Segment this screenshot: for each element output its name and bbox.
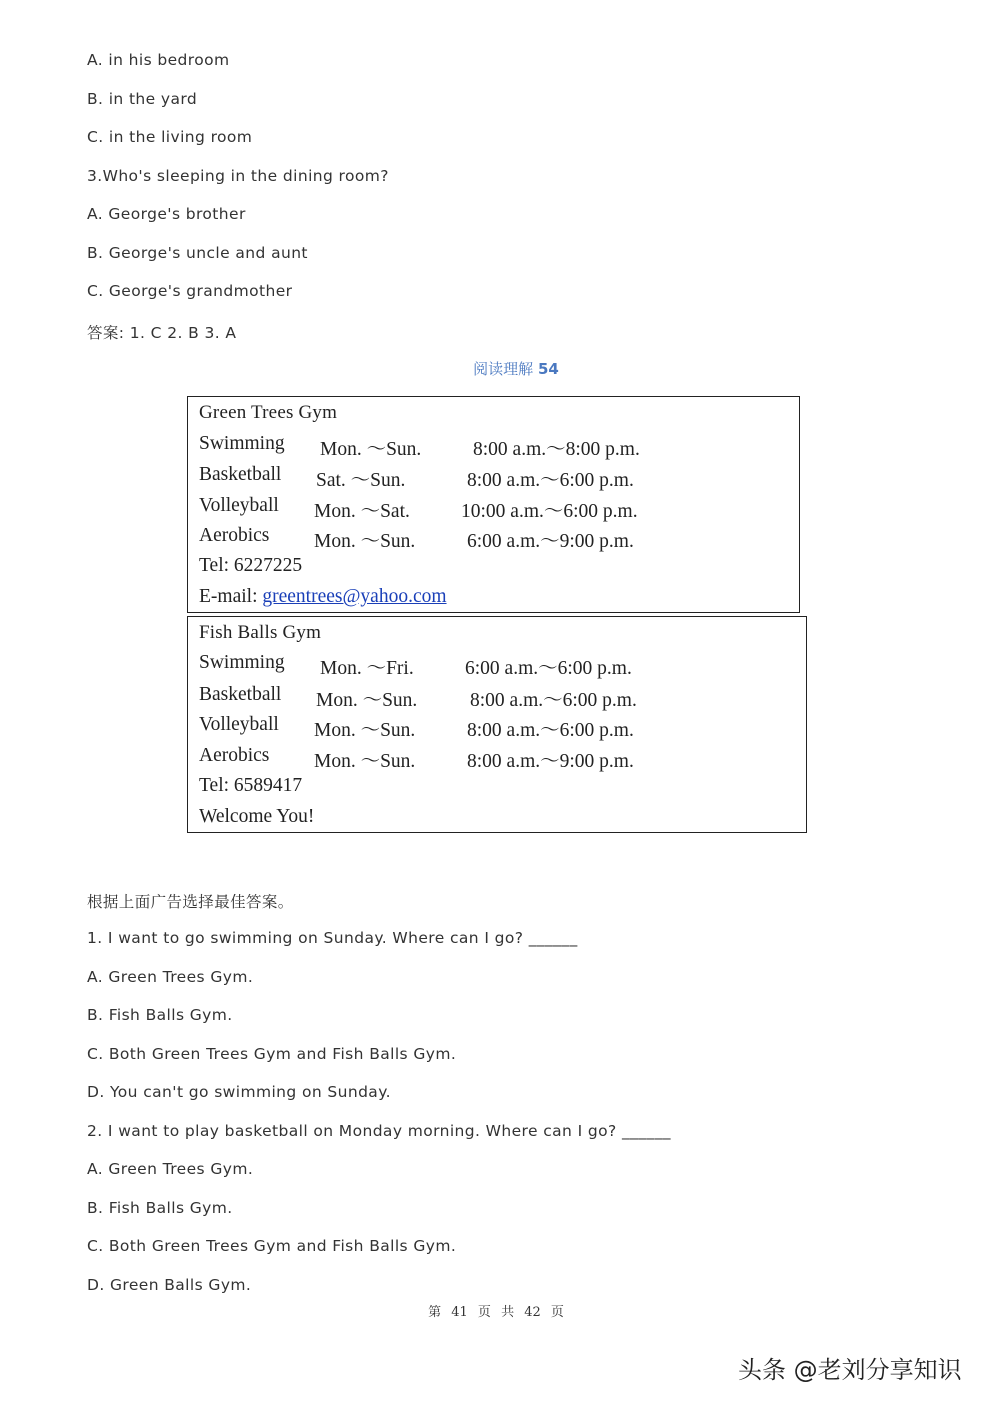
- gym-tel: Tel: 6227225: [199, 555, 303, 576]
- page-number-footer: 第 41 页 共 42 页: [428, 1305, 564, 1320]
- section-number: 54: [537, 360, 559, 378]
- activity-name: Basketball: [199, 464, 282, 485]
- activity-name: Volleyball: [199, 714, 279, 735]
- gym-email-line: [199, 586, 447, 608]
- gym-welcome: Welcome You!: [199, 806, 315, 827]
- option-line: D. Green Balls Gym.: [87, 1276, 252, 1294]
- activity-days: Mon. ～Sun.: [320, 439, 422, 460]
- option-line: C. Both Green Trees Gym and Fish Balls Gym.: [87, 1045, 457, 1063]
- activity-hours: 6:00 a.m.～9:00 p.m.: [467, 531, 634, 552]
- option-line: A. George's brother: [87, 205, 246, 223]
- option-line: C. George's grandmother: [87, 282, 293, 300]
- activity-hours: 8:00 a.m.～6:00 p.m.: [467, 470, 634, 491]
- activity-hours: 8:00 a.m.～6:00 p.m.: [467, 720, 634, 741]
- activity-days: Mon. ～Sun.: [314, 751, 416, 772]
- section-title: [0, 358, 992, 379]
- option-line: B. in the yard: [87, 90, 198, 108]
- activity-hours: 10:00 a.m.～6:00 p.m.: [461, 501, 638, 522]
- question-prompt: 2. I want to play basketball on Monday morning. Where can I go? ______: [87, 1122, 671, 1140]
- activity-hours: 8:00 a.m.～8:00 p.m.: [473, 439, 640, 460]
- schedule-row: [188, 525, 799, 552]
- option-line: C. Both Green Trees Gym and Fish Balls Gym.: [87, 1237, 457, 1255]
- activity-hours: 6:00 a.m.～6:00 p.m.: [465, 658, 632, 679]
- watermark: 头条 @老刘分享知识: [738, 1356, 962, 1384]
- schedule-row: [188, 464, 799, 491]
- answer-key: 答案: 1. C 2. B 3. A: [87, 324, 237, 342]
- schedule-row: [188, 684, 806, 711]
- section-title-text: 阅读理解: [473, 360, 534, 378]
- activity-name: Swimming: [199, 652, 285, 673]
- gym-tel: Tel: 6589417: [199, 775, 303, 796]
- schedule-row: [188, 745, 806, 772]
- option-line: B. George's uncle and aunt: [87, 244, 308, 262]
- activity-name: Aerobics: [199, 745, 270, 766]
- activity-days: Mon. ～Sun.: [314, 720, 416, 741]
- activity-name: Basketball: [199, 684, 282, 705]
- activity-name: Volleyball: [199, 495, 279, 516]
- schedule-row: [188, 714, 806, 741]
- email-label: E-mail:: [199, 586, 263, 607]
- option-line: D. You can't go swimming on Sunday.: [87, 1083, 391, 1101]
- question-prompt: 3.Who's sleeping in the dining room?: [87, 167, 389, 185]
- email-link[interactable]: greentrees@yahoo.com: [262, 586, 447, 607]
- schedule-row: [188, 652, 806, 679]
- question-prompt: 1. I want to go swimming on Sunday. Where can I go? ______: [87, 929, 578, 947]
- option-line: B. Fish Balls Gym.: [87, 1006, 233, 1024]
- option-line: B. Fish Balls Gym.: [87, 1199, 233, 1217]
- activity-hours: 8:00 a.m.～6:00 p.m.: [470, 690, 637, 711]
- activity-days: Sat. ～Sun.: [316, 470, 406, 491]
- activity-name: Swimming: [199, 433, 285, 454]
- schedule-row: [188, 433, 799, 460]
- activity-name: Aerobics: [199, 525, 270, 546]
- option-line: A. Green Trees Gym.: [87, 1160, 254, 1178]
- activity-days: Mon. ～Sun.: [314, 531, 416, 552]
- gym-name: Fish Balls Gym: [199, 622, 322, 643]
- gym-name: Green Trees Gym: [199, 402, 338, 423]
- activity-days: Mon. ～Sun.: [316, 690, 418, 711]
- option-line: A. in his bedroom: [87, 51, 230, 69]
- activity-days: Mon. ～Fri.: [320, 658, 414, 679]
- activity-days: Mon. ～Sat.: [314, 501, 410, 522]
- option-line: C. in the living room: [87, 128, 253, 146]
- fish-balls-gym-ad: [187, 616, 807, 833]
- option-line: A. Green Trees Gym.: [87, 968, 254, 986]
- schedule-row: [188, 495, 799, 522]
- instruction-text: 根据上面广告选择最佳答案。: [87, 893, 294, 911]
- green-trees-gym-ad: [187, 396, 800, 613]
- activity-hours: 8:00 a.m.～9:00 p.m.: [467, 751, 634, 772]
